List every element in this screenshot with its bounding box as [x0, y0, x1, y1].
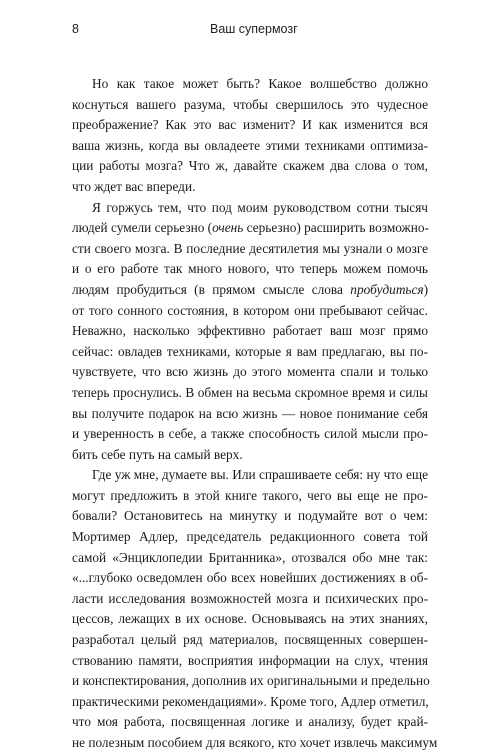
- text-run: Мортимер Адлер, председатель редакционного совета той: [72, 529, 428, 545]
- text-line: [72, 548, 428, 569]
- text-line: [72, 589, 428, 610]
- text-line: [72, 465, 428, 486]
- text-run: людям пробудиться (в прямом смысле слова: [72, 281, 351, 297]
- text-run: не полезным пособием для всякого, кто хочет извлечь максимум: [72, 735, 438, 750]
- text-run: что моя работа, посвященная логике и анализу, будет край-: [72, 714, 428, 730]
- text-run: от того сонного состояния, в котором они пребывают сейчас.: [72, 302, 428, 318]
- text-run: людей сумели серьезно (: [72, 220, 213, 236]
- text-run: Я горжусь тем, что под моим руководством сотни тысяч: [92, 199, 428, 215]
- text-line: [72, 424, 428, 445]
- text-run: «...глубоко осведомлен обо всех новейших достижениях в об-: [72, 570, 428, 586]
- paragraph: [72, 465, 438, 753]
- text-line: [72, 115, 428, 136]
- text-line: [72, 506, 428, 527]
- text-run: чувствуете, что всю жизнь до этого момента спали и только: [72, 364, 428, 380]
- body-text: [72, 74, 438, 754]
- text-line: [72, 527, 428, 548]
- text-line: [72, 651, 428, 672]
- text-line: [72, 95, 428, 116]
- text-line: [72, 404, 428, 425]
- text-line: [72, 156, 428, 177]
- text-run: и конспектирования, дополнив их оригинальными и предельно: [72, 673, 430, 689]
- text-run: Неважно, насколько эффективно работает ваш мозг прямо: [72, 323, 428, 339]
- text-run: и уверенность в себе, а также способность силой мысли про-: [72, 426, 428, 442]
- text-run: ции работы мозга? Что ж, давайте скажем два слова о том,: [72, 158, 428, 174]
- page-header: [72, 22, 428, 44]
- text-line: [72, 671, 428, 692]
- text-line: [72, 630, 428, 651]
- page-number: 8: [72, 22, 79, 36]
- emphasis-text: пробудиться: [350, 281, 424, 297]
- text-run: Но как такое может быть? Какое волшебство должно: [92, 76, 428, 91]
- text-run: серьезно) расширить возможно-: [243, 220, 429, 236]
- text-run: сейчас: овладев техниками, которые я вам предлагаю, вы по-: [72, 343, 428, 359]
- text-line: [72, 198, 428, 219]
- text-run: вы получите подарок на всю жизнь — новое понимание себя: [72, 405, 428, 421]
- text-line: [72, 733, 438, 754]
- text-line: [72, 609, 428, 630]
- text-line: [72, 259, 428, 280]
- text-run: бовали? Остановитесь на минутку и подумайте вот о чем:: [72, 508, 428, 524]
- text-line: [72, 342, 428, 363]
- text-run: самой «Энциклопедии Британника», отозвался обо мне так:: [72, 549, 428, 565]
- text-line: [72, 136, 428, 157]
- text-line: [72, 712, 428, 733]
- text-run: бить себе путь на самый верх.: [72, 446, 243, 462]
- text-line: [72, 280, 428, 301]
- text-run: и о его работе так много нового, что теперь можем помочь: [72, 261, 428, 277]
- text-line: [72, 301, 428, 322]
- text-run: теперь проснулись. В обмен на весьма скромное время и силы: [72, 384, 428, 400]
- text-line: [72, 486, 428, 507]
- text-line: [72, 362, 428, 383]
- text-line: [72, 239, 428, 260]
- text-run: преображение? Как это вас изменит? И как изменится вся: [72, 117, 428, 133]
- text-run: что ждет вас впереди.: [72, 178, 196, 194]
- text-run: коснуться вашего разума, чтобы свершилось это чудесное: [72, 96, 428, 112]
- text-run: практическими рекомендациями». Кроме того, Адлер отметил,: [72, 693, 429, 709]
- text-line: [72, 692, 428, 713]
- paragraph: [72, 198, 428, 466]
- emphasis-text: очень: [212, 220, 244, 236]
- text-run: Где уж мне, думаете вы. Или спрашиваете себя: ну что еще: [92, 467, 428, 483]
- text-line: [72, 218, 428, 239]
- running-title: Ваш супермозг: [210, 22, 298, 36]
- text-line: [72, 177, 428, 198]
- text-line: [72, 383, 428, 404]
- text-run: ласти исследования возможностей мозга и психических про-: [72, 590, 428, 606]
- text-run: цессов, лежащих в их основе. Основываясь на этих знаниях,: [72, 611, 428, 627]
- text-run: ): [423, 281, 428, 297]
- text-run: ваша жизнь, когда вы овладеете этими техниками оптимиза-: [72, 137, 428, 153]
- text-run: разработал целый ряд материалов, посвященных совершен-: [72, 632, 428, 648]
- text-run: могут предложить в этой книге такого, чего вы еще не про-: [72, 487, 428, 503]
- text-run: ствованию памяти, восприятия информации на слух, чтения: [72, 652, 428, 668]
- text-run: сти своего мозга. В последние десятилетия мы узнали о мозге: [72, 240, 428, 256]
- text-line: [72, 74, 428, 95]
- paragraph: [72, 74, 428, 198]
- text-line: [72, 568, 428, 589]
- text-line: [72, 321, 428, 342]
- text-line: [72, 445, 428, 466]
